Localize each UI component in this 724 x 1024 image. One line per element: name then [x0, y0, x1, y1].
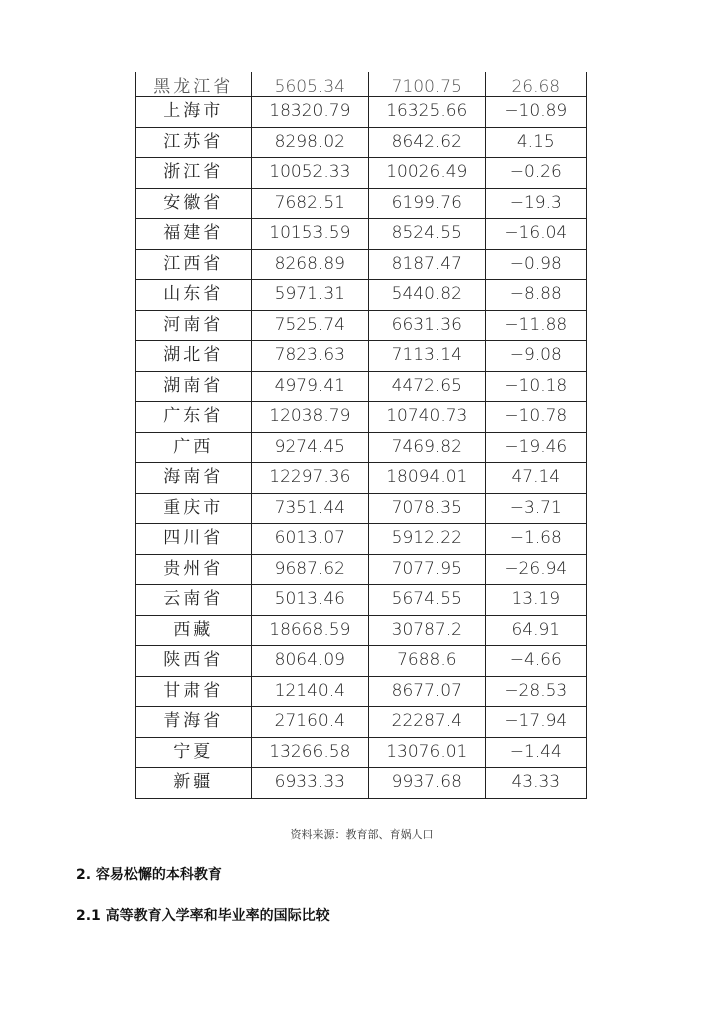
- value-cell: 5971.31: [251, 280, 368, 311]
- province-cell: 湖南省: [136, 371, 252, 402]
- value-cell: −19.3: [485, 188, 586, 219]
- value-cell: 6933.33: [251, 768, 368, 799]
- table-row: [136, 219, 587, 250]
- table-row: [136, 615, 587, 646]
- value-cell: 4.15: [485, 127, 586, 158]
- table-row: [136, 249, 587, 280]
- value-cell: 5013.46: [251, 585, 368, 616]
- value-cell: 9687.62: [251, 554, 368, 585]
- value-cell: 18320.79: [251, 97, 368, 128]
- table-row: [136, 97, 587, 128]
- value-cell: 9937.68: [369, 768, 485, 799]
- province-cell: 云南省: [136, 585, 252, 616]
- data-table-container: [135, 72, 587, 812]
- province-cell: 贵州省: [136, 554, 252, 585]
- value-cell: 8642.62: [369, 127, 485, 158]
- province-cell: 宁夏: [136, 737, 252, 768]
- value-cell: 8677.07: [369, 676, 485, 707]
- province-cell: 广东省: [136, 402, 252, 433]
- table-row: [136, 127, 587, 158]
- table-row: [136, 768, 587, 799]
- value-cell: −17.94: [485, 707, 586, 738]
- value-cell: 7525.74: [251, 310, 368, 341]
- province-cell: 上海市: [136, 97, 252, 128]
- value-cell: 8268.89: [251, 249, 368, 280]
- value-cell: 10052.33: [251, 158, 368, 189]
- province-spending-table: [135, 72, 587, 799]
- table-row: [136, 524, 587, 555]
- value-cell: 64.91: [485, 615, 586, 646]
- value-cell: −28.53: [485, 676, 586, 707]
- table-row: [136, 72, 587, 97]
- value-cell: 18668.59: [251, 615, 368, 646]
- value-cell: 6631.36: [369, 310, 485, 341]
- value-cell: 8064.09: [251, 646, 368, 677]
- province-cell: 湖北省: [136, 341, 252, 372]
- table-row: [136, 341, 587, 372]
- table-row: [136, 432, 587, 463]
- value-cell: 27160.4: [251, 707, 368, 738]
- table-row: [136, 646, 587, 677]
- province-cell: 海南省: [136, 463, 252, 494]
- province-cell: 江苏省: [136, 127, 252, 158]
- table-row: [136, 737, 587, 768]
- table-row: [136, 188, 587, 219]
- table-row: [136, 280, 587, 311]
- value-cell: 13266.58: [251, 737, 368, 768]
- province-cell: 新疆: [136, 768, 252, 799]
- value-cell: 7823.63: [251, 341, 368, 372]
- table-row: [136, 371, 587, 402]
- value-cell: −10.78: [485, 402, 586, 433]
- value-cell: 12140.4: [251, 676, 368, 707]
- province-cell: 广西: [136, 432, 252, 463]
- province-cell: 重庆市: [136, 493, 252, 524]
- value-cell: 13076.01: [369, 737, 485, 768]
- value-cell: 10153.59: [251, 219, 368, 250]
- value-cell: 8524.55: [369, 219, 485, 250]
- value-cell: −0.26: [485, 158, 586, 189]
- value-cell: −1.44: [485, 737, 586, 768]
- value-cell: 43.33: [485, 768, 586, 799]
- province-cell: 浙江省: [136, 158, 252, 189]
- value-cell: 9274.45: [251, 432, 368, 463]
- province-cell: 四川省: [136, 524, 252, 555]
- value-cell: −10.18: [485, 371, 586, 402]
- value-cell: 7100.75: [369, 72, 485, 97]
- value-cell: −0.98: [485, 249, 586, 280]
- value-cell: 4979.41: [251, 371, 368, 402]
- value-cell: −19.46: [485, 432, 586, 463]
- table-row: [136, 310, 587, 341]
- value-cell: 16325.66: [369, 97, 485, 128]
- value-cell: 7682.51: [251, 188, 368, 219]
- value-cell: 5440.82: [369, 280, 485, 311]
- source-caption: 资料来源：教育部、育娲人口: [290, 828, 434, 841]
- province-cell: 河南省: [136, 310, 252, 341]
- province-cell: 安徽省: [136, 188, 252, 219]
- value-cell: 22287.4: [369, 707, 485, 738]
- province-cell: 江西省: [136, 249, 252, 280]
- value-cell: 18094.01: [369, 463, 485, 494]
- value-cell: 5674.55: [369, 585, 485, 616]
- value-cell: 6199.76: [369, 188, 485, 219]
- value-cell: −26.94: [485, 554, 586, 585]
- table-row: [136, 707, 587, 738]
- value-cell: 7688.6: [369, 646, 485, 677]
- subsection-heading: 2.1 高等教育入学率和毕业率的国际比较: [76, 908, 330, 924]
- value-cell: 5912.22: [369, 524, 485, 555]
- province-cell: 黑龙江省: [136, 72, 252, 97]
- value-cell: 10026.49: [369, 158, 485, 189]
- value-cell: 7469.82: [369, 432, 485, 463]
- value-cell: 7113.14: [369, 341, 485, 372]
- value-cell: −4.66: [485, 646, 586, 677]
- value-cell: 47.14: [485, 463, 586, 494]
- province-cell: 西藏: [136, 615, 252, 646]
- province-cell: 甘肃省: [136, 676, 252, 707]
- value-cell: 8298.02: [251, 127, 368, 158]
- table-row: [136, 676, 587, 707]
- value-cell: 6013.07: [251, 524, 368, 555]
- value-cell: 13.19: [485, 585, 586, 616]
- value-cell: −3.71: [485, 493, 586, 524]
- table-row: [136, 463, 587, 494]
- value-cell: 5605.34: [251, 72, 368, 97]
- value-cell: 26.68: [485, 72, 586, 97]
- table-row: [136, 585, 587, 616]
- province-cell: 山东省: [136, 280, 252, 311]
- value-cell: 12297.36: [251, 463, 368, 494]
- value-cell: −9.08: [485, 341, 586, 372]
- value-cell: 8187.47: [369, 249, 485, 280]
- table-row: [136, 402, 587, 433]
- value-cell: −10.89: [485, 97, 586, 128]
- value-cell: 7077.95: [369, 554, 485, 585]
- value-cell: −11.88: [485, 310, 586, 341]
- value-cell: 4472.65: [369, 371, 485, 402]
- value-cell: 12038.79: [251, 402, 368, 433]
- value-cell: −16.04: [485, 219, 586, 250]
- province-cell: 陕西省: [136, 646, 252, 677]
- value-cell: 7078.35: [369, 493, 485, 524]
- value-cell: 30787.2: [369, 615, 485, 646]
- table-row: [136, 158, 587, 189]
- value-cell: −8.88: [485, 280, 586, 311]
- table-row: [136, 493, 587, 524]
- value-cell: −1.68: [485, 524, 586, 555]
- table-row: [136, 554, 587, 585]
- province-cell: 青海省: [136, 707, 252, 738]
- value-cell: 7351.44: [251, 493, 368, 524]
- value-cell: 10740.73: [369, 402, 485, 433]
- section-heading: 2. 容易松懈的本科教育: [76, 867, 222, 883]
- province-cell: 福建省: [136, 219, 252, 250]
